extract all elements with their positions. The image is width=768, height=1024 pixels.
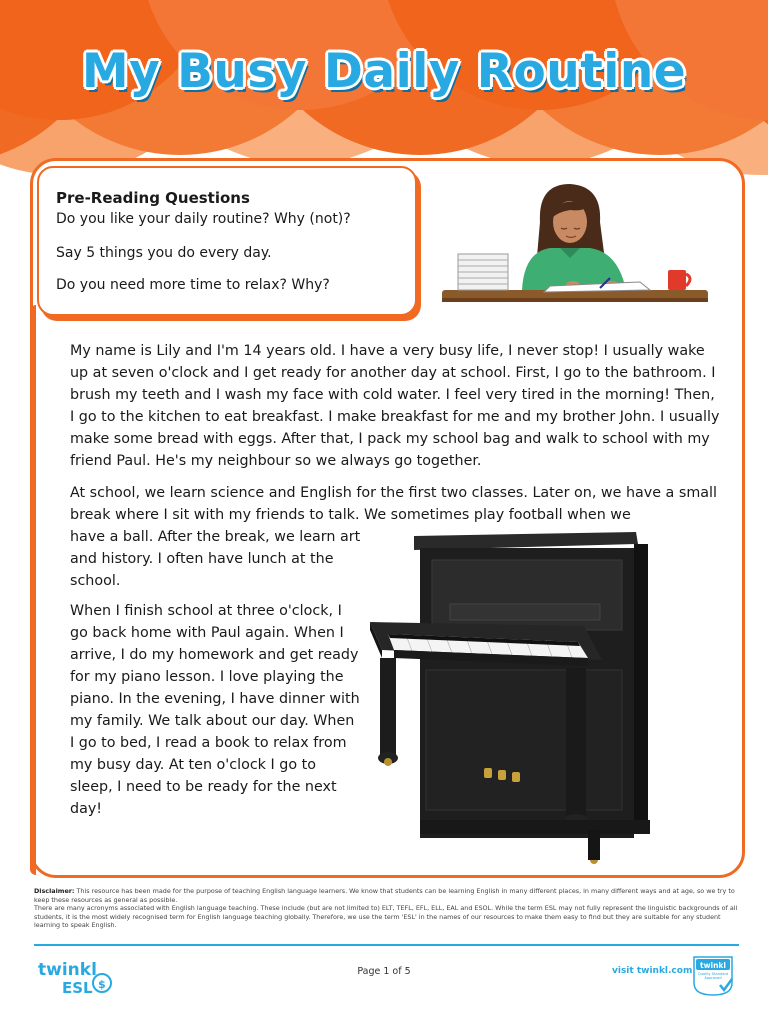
visit-link[interactable]: visit twinkl.com [612, 966, 693, 976]
badge-word: twinkl [700, 961, 726, 970]
disclaimer-label: Disclaimer: [34, 887, 75, 895]
header-banner [0, 0, 768, 180]
piano-illustration [366, 530, 666, 870]
footer-divider [34, 944, 739, 946]
quality-badge [690, 953, 736, 997]
logo-word: twinkl [38, 960, 97, 980]
badge-sub: Quality Standard Approved [697, 972, 729, 981]
story-paragraph: When I finish school at three o'clock, I go back home with Paul again. When I arrive, I do my homework and get ready for my piano lesson. I love playing the piano. In the evening, I have dinner with my family. We talk about our day. When I go to bed, I read a book to relax from my busy day. At ten o'clock I go to sleep, I need to be ready for the next day! [70, 603, 360, 817]
disclaimer [34, 887, 739, 930]
pre-reading-question: Do you need more time to relax? Why? [56, 277, 330, 293]
page-number: Page 1 of 5 [357, 966, 411, 977]
story-paragraph: At school, we learn science and English for the first two classes. Later on, we have a small break where I sit with my friends to talk. We sometimes play football when we [70, 485, 717, 523]
disclaimer-text: This resource has been made for the purpose of teaching English language learners. We know that students can be learning English in many different places, in many different ways and at age, so we try to keep these resources as general as possible. [34, 887, 735, 904]
svg-text:$: $ [98, 978, 106, 991]
story-paragraph: have a ball. After the break, we learn art and history. I often have lunch at the school. [70, 529, 361, 589]
twinkl-esl-logo [36, 955, 116, 999]
page-title: My Busy Daily Routine [81, 44, 687, 99]
pre-reading-question: Do you like your daily routine? Why (not)? [56, 211, 351, 227]
story-paragraph: My name is Lily and I'm 14 years old. I have a very busy life, I never stop! I usually wake up at seven o'clock and I get ready for another day at school. First, I go to the bathroom. I brush my teeth and I wash my face with cold water. I feel very tired in the morning! Then, I go to the kitchen to eat breakfast. I make breakfast for me and my brother John. I usually make some bread with eggs. After that, I pack my school bag and walk to school with my friend Paul. He's my neighbour so we always go together. [70, 343, 720, 469]
logo-sub: ESL [62, 979, 93, 997]
disclaimer-text: There are many acronyms associated with English language teaching. These include (but are not limited to) ELT, TEFL, EFL, ELL, EAL and ESOL. While the term ESL may not fully represent the linguistic backgrounds of all students, it is the most widely recognised term for English language teaching globally. Therefore, we use the term 'ESL' in the names of our resources to make them easy to find but they are suitable for any student learning to speak English. [34, 904, 738, 930]
girl-studying-illustration [440, 182, 712, 312]
pre-reading-question: Say 5 things you do every day. [56, 245, 272, 261]
frame-shadow [30, 305, 36, 875]
pre-reading-heading: Pre-Reading Questions [56, 189, 250, 207]
